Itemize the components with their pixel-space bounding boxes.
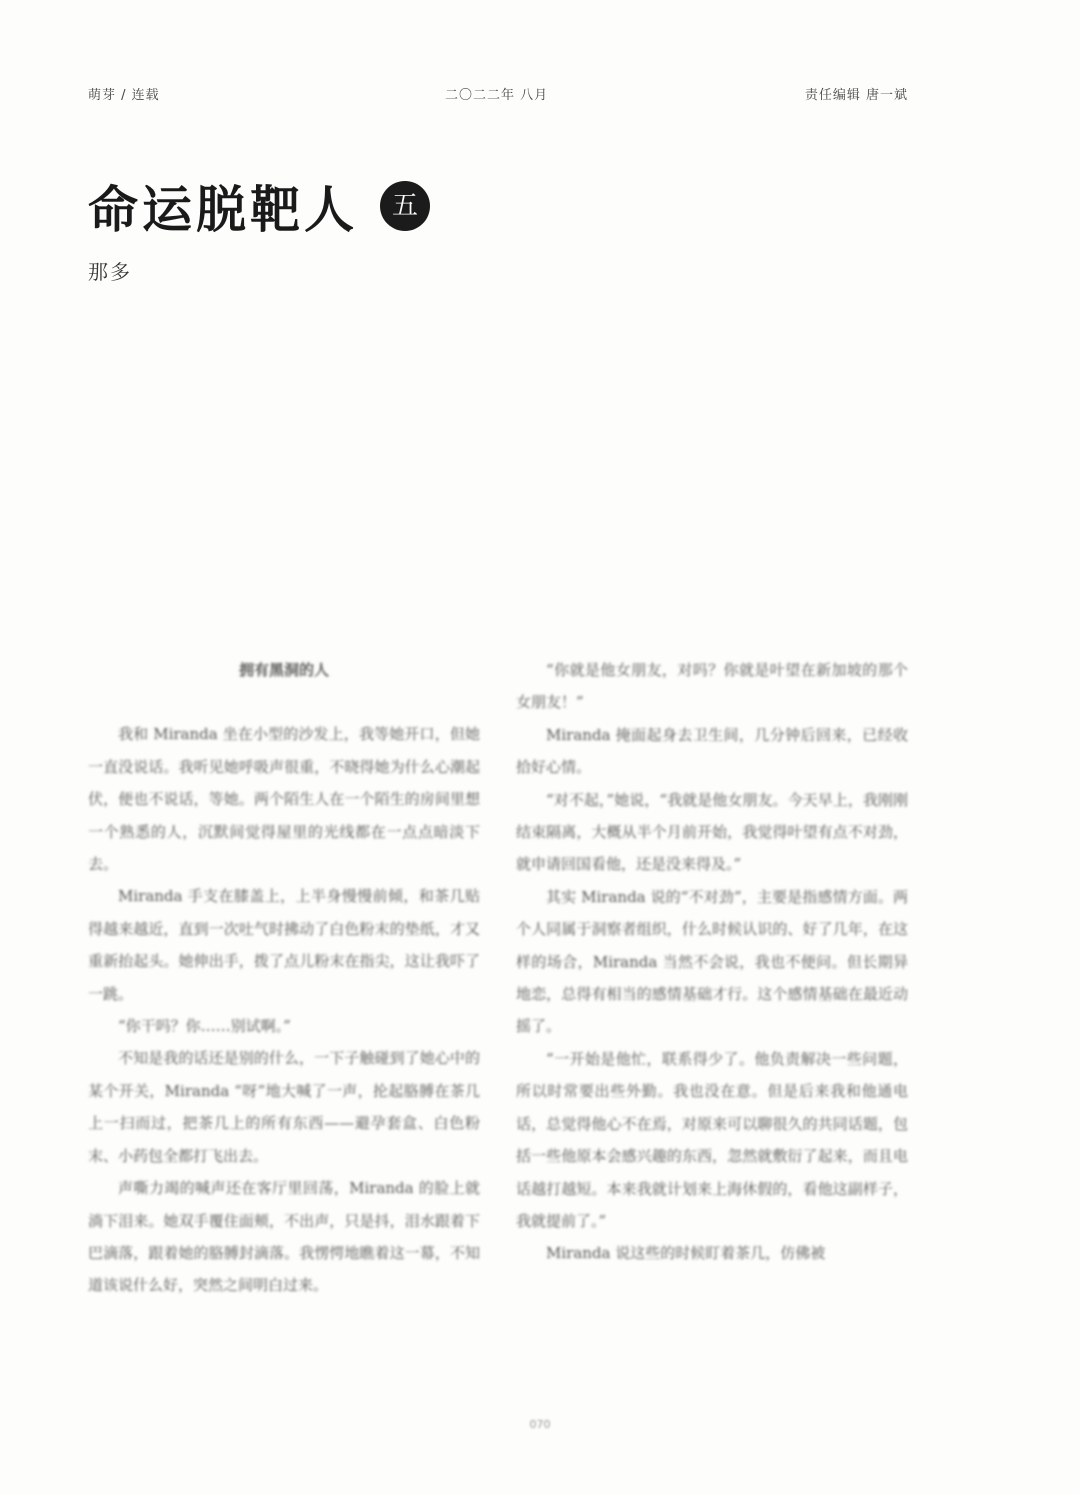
article-title: 命运脱靶人 xyxy=(88,180,358,239)
left-column xyxy=(88,654,480,1302)
running-header xyxy=(88,84,908,104)
editor-credit: 责任编辑 唐一斌 xyxy=(804,88,908,103)
paragraph: 我和 Miranda 坐在小型的沙发上，我等她开口，但她一直没说话。我听见她呼吸声很重，不晓得她为什么心潮起伏，便也不说话，等她。两个陌生人在一个陌生的房间里想一个熟悉的人，沉默间觉得屋里的光线都在一点点暗淡下去。 xyxy=(88,725,480,874)
right-column xyxy=(516,654,908,1270)
paragraph: Miranda 手支在膝盖上，上半身慢慢前倾，和茶几贴得越来越近，直到一次吐气时拂动了白色粉末的垫纸，才又重新抬起头。她伸出手，拨了点儿粉末在指尖，这让我吓了一跳。 xyxy=(88,887,480,1003)
author-name: 那多 xyxy=(88,260,132,284)
paragraph: “你干吗？你……别试啊。” xyxy=(118,1017,291,1036)
paragraph: Miranda 说这些的时候盯着茶几，仿佛被 xyxy=(546,1244,826,1263)
paragraph: 声嘶力竭的喊声还在客厅里回荡，Miranda 的脸上就淌下泪来。她双手覆住面颊，不出声，只是抖，泪水跟着下巴滴落，跟着她的胳膊封滴落。我愣愕地瞧着这一幕，不知道该说什么好，突然之间明白过来。 xyxy=(88,1179,480,1295)
paragraph: 不知是我的话还是别的什么，一下子触碰到了她心中的某个开关，Miranda “呀”地大喊了一声，抡起胳膊在茶几上一扫而过，把茶几上的所有东西——避孕套盒、白色粉末、小药包全都打飞出去。 xyxy=(88,1049,480,1165)
title-block xyxy=(88,170,430,242)
column-label: 萌芽 / 连载 xyxy=(88,88,160,103)
paragraph: “对不起，”她说，“我就是他女朋友。今天早上，我刚刚结束隔离，大概从半个月前开始，我觉得叶望有点不对劲，就申请回国看他，还是没来得及。” xyxy=(516,790,908,874)
chapter-number-badge: 五 xyxy=(380,181,430,231)
paragraph: “你就是他女朋友，对吗？你就是叶望在新加坡的那个女朋友！” xyxy=(516,661,908,712)
paragraph: Miranda 掩面起身去卫生间，几分钟后回来，已经收拾好心情。 xyxy=(516,725,908,777)
paragraph: 其实 Miranda 说的“不对劲”，主要是指感情方面。两个人同属于洞察者组织，什么时候认识的、好了几年，在这样的场合，Miranda 当然不会说，我也不便问。但长期异地恋，总得有相当的感情基础才行。这个感情基础在最近动摇了。 xyxy=(516,887,908,1036)
paragraph: “一开始是他忙，联系得少了。他负责解决一些问题，所以时常要出些外勤。我也没在意。但是后来我和他通电话，总觉得他心不在焉，对原来可以聊很久的共同话题，包括一些他原本会感兴趣的东西，忽然就敷衍了起来，而且电话越打越短。本来我就计划来上海休假的，看他这副样子，我就提前了。” xyxy=(516,1049,908,1230)
issue-date: 二〇二二年 八月 xyxy=(445,88,549,103)
page-number: 070 xyxy=(529,1418,551,1431)
section-heading: 拥有黑洞的人 xyxy=(238,661,329,679)
